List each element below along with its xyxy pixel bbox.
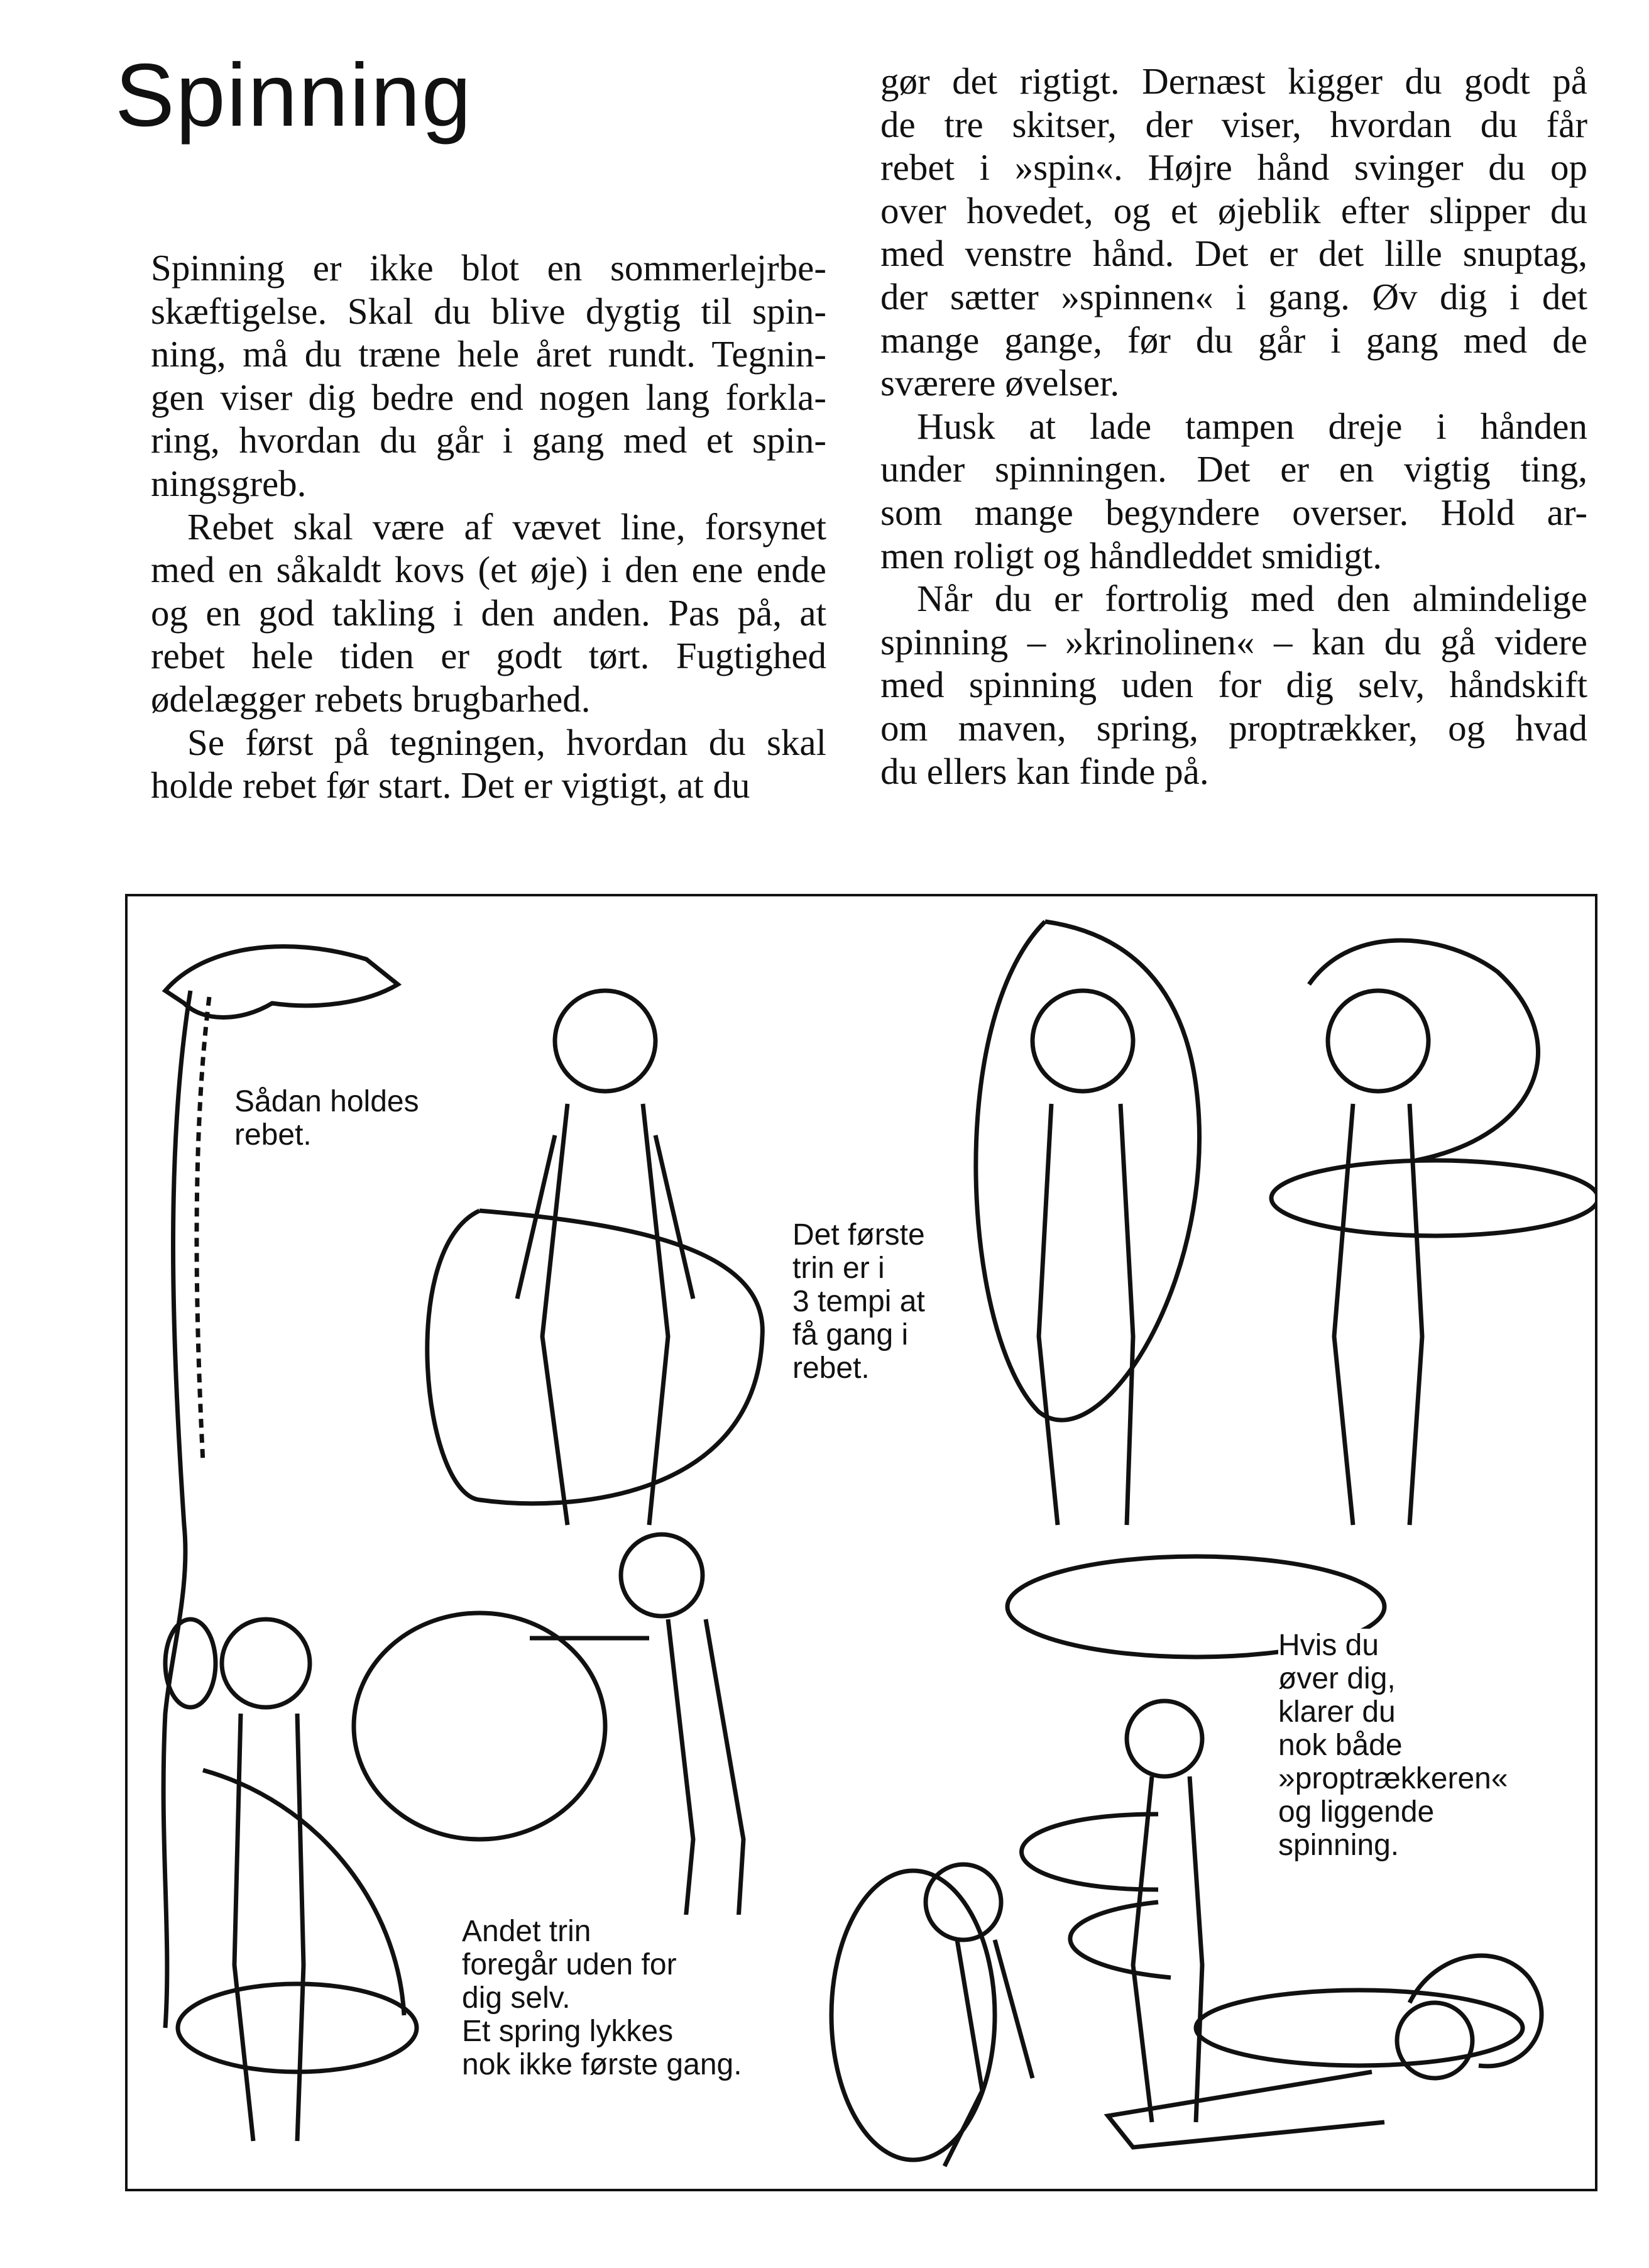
scout-figure-3 [1271, 940, 1595, 1525]
scout-figure-2 [976, 922, 1200, 1525]
paragraph-1-line: mange gange, før du går i gang med de [880, 319, 1587, 361]
paragraph-3-line: Når du er fortrolig med den almindelige [917, 578, 1587, 620]
paragraph-3-line: du ellers kan finde på. [880, 750, 1209, 792]
paragraph-1-line: der sætter »spinnen« i gang. Øv dig i det [880, 275, 1587, 317]
paragraph-2-line: under spinningen. Det er en vigtig ting, [880, 448, 1587, 490]
paragraph-2-line: med en såkaldt kovs (et øje) i den ene ende [151, 549, 826, 591]
caption-line: Sådan holdes [234, 1085, 419, 1118]
caption-line: Hvis du [1278, 1629, 1379, 1662]
paragraph-3-line: spinning – »krinolinen« – kan du gå videre [880, 620, 1587, 663]
caption-line: Et spring lykkes [462, 2015, 674, 2048]
paragraph-1-line: rebet i »spin«. Højre hånd svinger du op [880, 146, 1587, 189]
paragraph-3-line: med spinning uden for dig selv, håndskift [880, 664, 1587, 706]
caption-line: nok ikke første gang. [462, 2048, 742, 2081]
scout-figure-4 [178, 1619, 417, 2141]
paragraph-1-line: gør det rigtigt. Dernæst kigger du godt på [880, 60, 1587, 102]
caption-line: klarer du [1278, 1695, 1396, 1729]
caption-holding-rope [234, 1085, 419, 1152]
caption-line: spinning. [1278, 1829, 1400, 1862]
paragraph-1-line: over hovedet, og et øjeblik efter slipper du [880, 189, 1587, 231]
caption-line: nok både [1278, 1729, 1403, 1762]
paragraph-2-line: ødelægger rebets brugbarhed. [151, 678, 591, 720]
paragraph-1-line: ning, må du træne hele året rundt. Tegnin- [151, 333, 826, 375]
caption-line: dig selv. [462, 1981, 571, 2015]
illustration-panel [125, 894, 1597, 2191]
paragraph-1-line: med venstre hånd. Det er det lille snuptag, [880, 233, 1587, 275]
caption-first-step [792, 1218, 925, 1385]
caption-line: og liggende [1278, 1795, 1435, 1829]
paragraph-1-line: Spinning er ikke blot en sommerlejrbe- [151, 247, 826, 289]
paragraph-2-line: rebet hele tiden er godt tørt. Fugtighed [151, 635, 826, 677]
right-text-column [880, 60, 1587, 793]
caption-line: få gang i [792, 1318, 909, 1351]
paragraph-3-line: holde rebet før start. Det er vigtigt, at du [151, 764, 750, 806]
scout-figure-1 [427, 991, 762, 1525]
scout-figure-8 [1108, 1956, 1542, 2147]
page-title: Spinning [115, 45, 473, 145]
paragraph-1-line: ningsgreb. [151, 462, 307, 504]
paragraph-2-line: og en god takling i den anden. Pas på, at [151, 592, 826, 634]
paragraph-2-line: men roligt og håndleddet smidigt. [880, 534, 1383, 576]
paragraph-1-line: skæftigelse. Skal du blive dygtig til spin- [151, 290, 826, 332]
caption-line: rebet. [234, 1118, 312, 1152]
caption-line: »proptrækkeren« [1278, 1762, 1508, 1795]
paragraph-3-line: Se først på tegningen, hvordan du skal [187, 721, 826, 763]
paragraph-3-line: om maven, spring, proptrækker, og hvad [880, 707, 1587, 749]
caption-line: trin er i [792, 1252, 885, 1285]
paragraph-2-line: Rebet skal være af vævet line, forsynet [187, 505, 826, 548]
paragraph-1-line: gen viser dig bedre end nogen lang forkla- [151, 376, 826, 418]
caption-line: rebet. [792, 1351, 870, 1385]
caption-line: Det første [792, 1218, 925, 1252]
caption-line: foregår uden for [462, 1948, 677, 1981]
caption-line: 3 tempi at [792, 1285, 925, 1318]
paragraph-1-line: de tre skitser, der viser, hvordan du får [880, 103, 1587, 145]
paragraph-1-line: ring, hvordan du går i gang med et spin- [151, 419, 826, 461]
caption-line: øver dig, [1278, 1662, 1396, 1695]
paragraph-2-line: Husk at lade tampen dreje i hånden [917, 405, 1587, 447]
paragraph-2-line: som mange begyndere overser. Hold ar- [880, 491, 1587, 533]
caption-line: Andet trin [462, 1915, 591, 1948]
caption-second-step [462, 1915, 742, 2081]
left-text-column [151, 246, 826, 807]
caption-advanced [1278, 1629, 1508, 1862]
scout-figure-6 [831, 1864, 1033, 2166]
paragraph-1-line: sværere øvelser. [880, 362, 1120, 404]
